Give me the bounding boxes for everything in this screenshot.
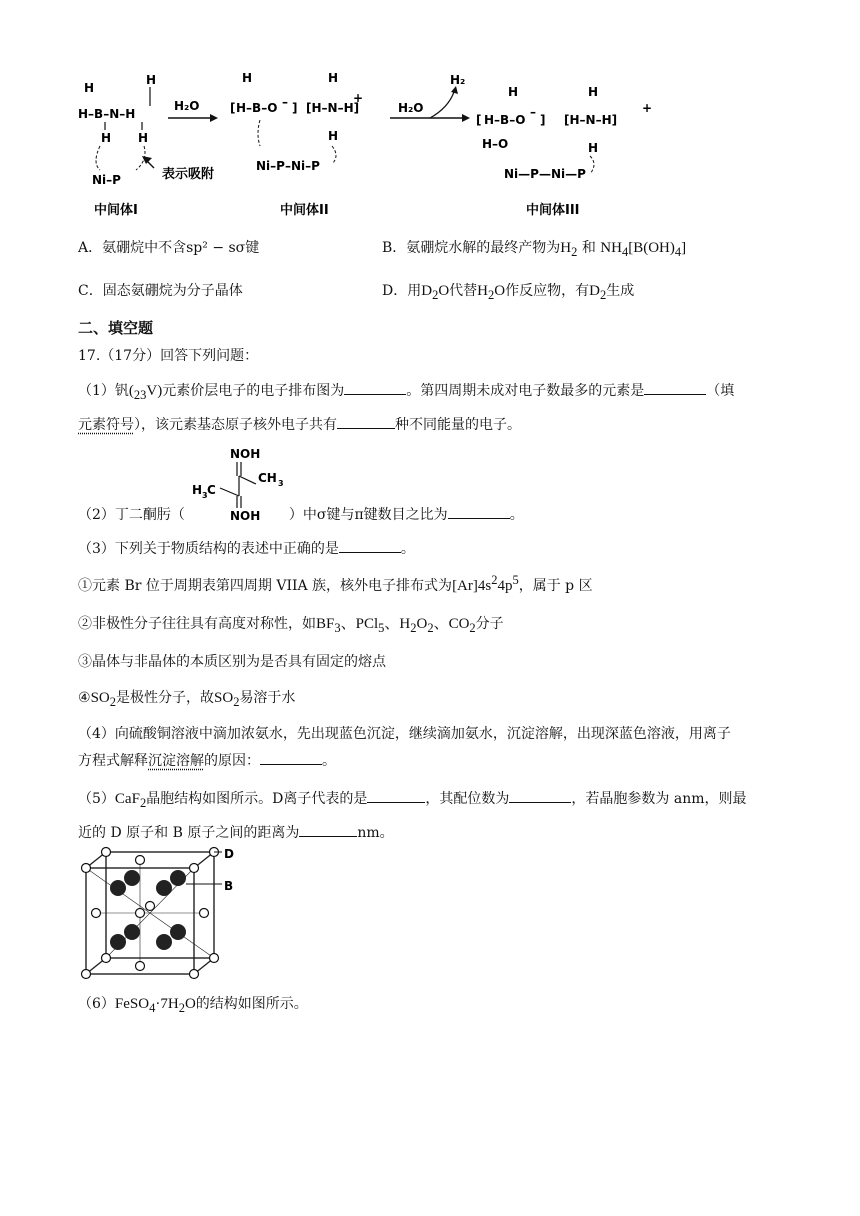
opt2-a: ②非极性分子往往具有高度对称性，如 <box>78 616 316 632</box>
svg-text:H: H <box>192 483 203 497</box>
opt2-b: 分子 <box>475 616 504 632</box>
svg-text:H: H <box>508 85 519 99</box>
q17-part6: $(6)FeSO_4\cdot 7H_2O$的结构如图所示。 <box>78 996 308 1015</box>
p4-c: 沉淀溶解 <box>148 753 204 769</box>
cell-label-b: B <box>224 879 234 893</box>
q17-part1-line1: （1）钒$(_{23}V)$元素价层电子的电子排布图为 。第四周期未成对电子数最多的元素是 （填 <box>78 380 734 405</box>
svg-text:NOH: NOH <box>230 509 261 523</box>
p1-f: ），该元素基态原子核外电子共有 <box>134 417 337 433</box>
q17-part5-line2 <box>78 822 394 843</box>
q17-option-2: ②非极性分子往往具有高度对称性，如$BF_3$、PCl$_5$、$H_2O_2$、$CO_2$分子 <box>78 616 504 635</box>
svg-text:C: C <box>207 483 216 497</box>
svg-text:H–B–O: H–B–O <box>484 113 526 127</box>
svg-text:Ni—P—Ni—P: Ni—P—Ni—P <box>504 167 586 181</box>
svg-text:]: ] <box>540 113 546 127</box>
label-intermediate-2: 中间体II <box>280 203 329 218</box>
intermediate-1 <box>78 73 156 187</box>
q17-option-1: ①元素 Br 位于周期表第四周期 VIIA 族，核外电子排布式为$[Ar]4s^24p^5$，属于 p 区 <box>78 573 593 594</box>
q17-part2 <box>78 504 524 525</box>
q17-part3 <box>78 538 415 559</box>
blank-5[interactable] <box>339 538 401 553</box>
adsorb-note: 表示吸附 <box>162 167 215 182</box>
q17-option-3: ③晶体与非晶体的本质区别为是否具有固定的熔点 <box>78 654 386 670</box>
q17-option-4: $④SO_2$是极性分子，故$SO_2$易溶于水 <box>78 690 296 709</box>
svg-text:H: H <box>328 71 339 85</box>
svg-text:H–O: H–O <box>482 137 509 151</box>
svg-text:–: – <box>282 95 288 109</box>
option-c: C．固态氨硼烷为分子晶体 <box>78 283 243 299</box>
intermediate-3 <box>476 85 652 181</box>
p5-d: 近的 D 原子和 B 原子之间的距离为 <box>78 825 300 841</box>
svg-text:+: + <box>353 91 364 105</box>
blank-6[interactable] <box>260 750 322 765</box>
section-title: 二、填空题 <box>78 319 154 337</box>
svg-text:[H–N–H]: [H–N–H] <box>564 113 618 127</box>
opt4-b: 易溶于水 <box>239 690 296 706</box>
p1-g: 种不同能量的电子。 <box>395 417 521 433</box>
blank-4[interactable] <box>448 504 510 519</box>
reaction-scheme <box>70 68 730 226</box>
blank-2[interactable] <box>644 380 706 395</box>
svg-text:[H–N–H]: [H–N–H] <box>306 101 360 115</box>
opt4-a: 是极性分子，故 <box>116 690 214 706</box>
option-b-and: 和 <box>581 240 596 256</box>
blank-7[interactable] <box>367 788 425 803</box>
q17-head: 17.（17分）回答下列问题： <box>78 348 259 364</box>
p1-e: 元素符号 <box>78 417 134 433</box>
opt1-a: ①元素 Br 位于周期表第四周期 VIIA 族，核外电子排布式为 <box>78 578 453 594</box>
svg-text:H: H <box>101 131 112 145</box>
blank-9[interactable] <box>299 822 357 837</box>
caf2-unit-cell <box>76 846 246 980</box>
svg-text:3: 3 <box>278 479 284 488</box>
p3-end: 。 <box>400 541 415 557</box>
option-d-mid2: 作反应物，有 <box>505 283 590 299</box>
h2o-label-2: H₂O <box>398 101 424 115</box>
svg-text:]: ] <box>292 101 298 115</box>
svg-text:Ni–P–Ni–P: Ni–P–Ni–P <box>256 159 320 173</box>
opt1-b: ，属于 p 区 <box>518 578 593 594</box>
p6-a: （6） <box>78 996 115 1012</box>
p5-c: ，若晶胞参数为 anm，则最 <box>571 791 747 807</box>
q17-part4-line1: （4）向硫酸铜溶液中滴加浓氨水，先出现蓝色沉淀，继续滴加氨水，沉淀溶解，出现深蓝色溶液，用离子 <box>78 726 731 742</box>
p5-b: ，其配位数为 <box>425 791 510 807</box>
h2-gas-label: H₂ <box>450 73 466 87</box>
svg-text:NOH: NOH <box>230 447 261 461</box>
svg-text:CH: CH <box>258 471 277 485</box>
option-d-pre: D．用 <box>382 283 422 299</box>
cell-label-d: D <box>224 847 234 861</box>
p2-a: （2）丁二酮肟（ <box>78 507 185 523</box>
svg-text:+: + <box>642 101 653 115</box>
option-b-text: B．氨硼烷水解的最终产物为 <box>382 240 561 256</box>
option-a: A．氨硼烷中不含sp² − sσ键 <box>78 240 260 256</box>
blank-1[interactable] <box>344 380 406 395</box>
svg-text:–: – <box>530 105 536 119</box>
option-d-end: 生成 <box>606 283 635 299</box>
svg-text:H: H <box>146 73 157 87</box>
q17-part5-line1: （5）CaF$_2$晶胞结构如图所示。D离子代表的是 ，其配位数为 ，若晶胞参数为 anm，则最 <box>78 788 747 813</box>
p3: （3）下列关于物质结构的表述中正确的是 <box>78 541 339 557</box>
p6-b: 的结构如图所示。 <box>195 996 308 1012</box>
svg-text:H: H <box>588 141 599 155</box>
svg-text:Ni–P: Ni–P <box>92 173 121 187</box>
blank-3[interactable] <box>337 414 395 429</box>
p5-pre: （5） <box>78 791 115 807</box>
p5-e: nm。 <box>357 825 394 841</box>
q17-part4-line2 <box>78 750 336 771</box>
h2o-label-1: H₂O <box>174 99 200 113</box>
p5-a: 晶胞结构如图所示。D离子代表的是 <box>146 791 368 807</box>
label-intermediate-1: 中间体I <box>94 203 138 218</box>
svg-text:3: 3 <box>202 491 208 500</box>
p1-c: 。第四周期未成对电子数最多的元素是 <box>406 383 645 399</box>
option-d-mid1: 代替 <box>449 283 478 299</box>
svg-text:H–B–N–H: H–B–N–H <box>78 107 136 121</box>
label-intermediate-3: 中间体III <box>526 203 580 218</box>
svg-text:[: [ <box>476 113 482 127</box>
option-b: B．氨硼烷水解的最终产物为$H_2$ 和 $NH_4[B(OH)_4]$ <box>382 240 687 259</box>
svg-text:H: H <box>84 81 95 95</box>
intermediate-2 <box>230 71 363 173</box>
option-d: D．用$D_2O$代替$H_2O$作反应物，有$D_2$生成 <box>382 283 635 302</box>
p4-e: 。 <box>322 753 336 769</box>
p1-b: 元素价层电子的电子排布图为 <box>162 383 345 399</box>
q17-part1-line2 <box>78 414 521 435</box>
p2-c: 。 <box>509 507 524 523</box>
svg-text:H: H <box>242 71 253 85</box>
p2-b: ）中σ键与π键数目之比为 <box>288 507 448 523</box>
p4-b: 方程式解释 <box>78 753 148 769</box>
svg-text:H: H <box>138 131 149 145</box>
svg-text:H: H <box>588 85 599 99</box>
p1-a: （1）钒 <box>78 383 129 399</box>
svg-text:[: [ <box>230 101 236 115</box>
p1-d: （填 <box>706 383 735 399</box>
svg-text:H–B–O: H–B–O <box>236 101 278 115</box>
p4-d: 的原因： <box>204 753 260 769</box>
svg-text:H: H <box>328 129 339 143</box>
blank-8[interactable] <box>509 788 571 803</box>
